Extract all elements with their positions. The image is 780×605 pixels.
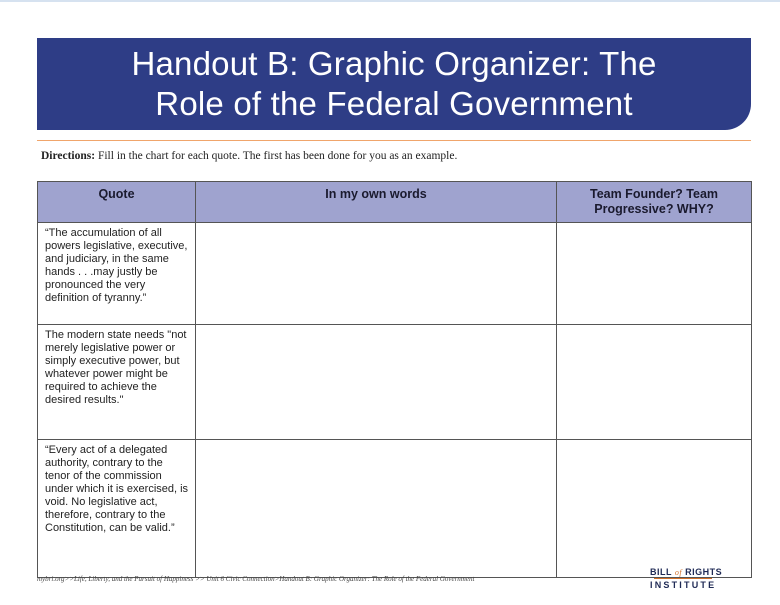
quote-cell: “The accumulation of all powers legislative, executive, and judiciary, in the same hands . . .may justly be pronounced the very definition of tyranny.” (38, 223, 196, 325)
table-row (38, 223, 752, 325)
directions-label: Directions: (41, 150, 96, 162)
own-words-cell[interactable] (196, 440, 557, 578)
own-words-cell[interactable] (196, 325, 557, 440)
divider (37, 140, 751, 141)
table-header-row (38, 182, 752, 223)
header-team-label: Team Founder? Team Progressive? WHY? (589, 187, 719, 216)
logo-line-2: INSTITUTE (650, 580, 717, 590)
logo-word-bill: BILL (650, 567, 672, 577)
page-title: Handout B: Graphic Organizer: The Role of the Federal Government (131, 45, 657, 122)
logo-word-rights: RIGHTS (685, 567, 723, 577)
own-words-cell[interactable] (196, 223, 557, 325)
logo-rule (654, 578, 712, 579)
team-cell[interactable] (557, 325, 752, 440)
footer-breadcrumb: mybri.org>>Life, Liberty, and the Pursuit of Happiness >> Unit 6 Civic Connection>Handout B: Graphic Organizer: The Role of the Federal Government (37, 575, 475, 583)
quote-cell: “Every act of a delegated authority, contrary to the tenor of the commission under which it is exercised, is void. No legislative act, therefore, contrary to the Constitution, can be valid.” (38, 440, 196, 578)
graphic-organizer-table (37, 181, 752, 578)
directions-text: Fill in the chart for each quote. The first has been done for you as an example. (95, 150, 458, 162)
header-quote: Quote (38, 182, 196, 223)
bill-of-rights-institute-logo (650, 567, 723, 590)
logo-word-of: of (674, 568, 683, 577)
team-cell[interactable] (557, 440, 752, 578)
directions (41, 150, 457, 162)
quote-cell: The modern state needs "not merely legislative power or simply executive power, but whatever power might be required to achieve the desired results." (38, 325, 196, 440)
table-row (38, 440, 752, 578)
logo-line-1 (650, 567, 723, 577)
header-own-words: In my own words (196, 182, 557, 223)
top-rule (0, 0, 780, 2)
team-cell[interactable] (557, 223, 752, 325)
table-row (38, 325, 752, 440)
header-team (557, 182, 752, 223)
title-banner (37, 38, 751, 130)
